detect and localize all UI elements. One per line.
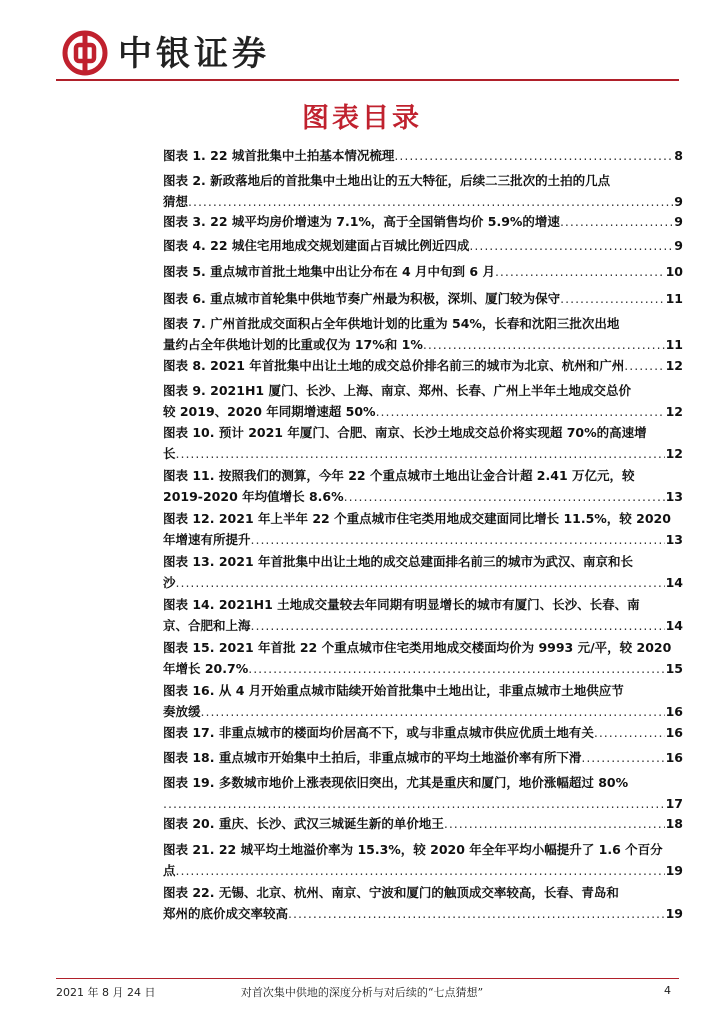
toc-entry-text: 图表 19. 多数城市地价上涨表现依旧突出，尤其是重庆和厦门，地价涨幅超过 80%: [163, 775, 629, 790]
brand-name: 中银证券: [118, 34, 270, 74]
footer-divider: [56, 978, 679, 979]
toc-page-number: 9: [674, 194, 683, 209]
dot-leader: [248, 658, 664, 679]
dot-leader: [444, 813, 665, 834]
toc-entry-text: 图表 13. 2021 年首批集中出让土地的成交总建面排名前三的城市为武汉、南京和长: [163, 554, 633, 569]
toc-entry[interactable]: [163, 313, 683, 355]
toc-entry-line: [163, 508, 683, 529]
page-header: [0, 0, 724, 84]
toc-entry[interactable]: [163, 813, 683, 834]
dot-leader: [163, 793, 665, 814]
toc-page-number: 11: [665, 337, 683, 352]
dot-leader: [560, 288, 664, 309]
toc-entry-text: 沙: [163, 575, 176, 590]
toc-page-number: 12: [665, 446, 683, 461]
dot-leader: [581, 747, 664, 768]
toc-entry-line: [163, 465, 683, 486]
toc-page-number: 13: [665, 532, 683, 547]
toc-entry[interactable]: [163, 422, 683, 464]
dot-leader: [624, 355, 664, 376]
toc-entry-line: [163, 701, 683, 722]
toc-page-number: 16: [665, 750, 683, 765]
toc-entry-line: [163, 572, 683, 593]
toc-entry-text: 图表 14. 2021H1 土地成交量较去年同期有明显增长的城市有厦门、长沙、长春、南: [163, 597, 640, 612]
toc-entry-line: [163, 145, 683, 166]
toc-entry[interactable]: [163, 637, 683, 679]
toc-entry[interactable]: [163, 839, 683, 881]
toc-entry-line: [163, 288, 683, 309]
toc-entry[interactable]: [163, 261, 683, 282]
toc-entry-line: [163, 637, 683, 658]
dot-leader: [495, 261, 665, 282]
toc-entry-text: 图表 1. 22 城首批集中土拍基本情况梳理: [163, 148, 395, 163]
toc-page-number: 12: [665, 404, 683, 419]
toc-entry-line: [163, 903, 683, 924]
toc-entry-text: 图表 5. 重点城市首批土地集中出让分布在 4 月中旬到 6 月: [163, 264, 495, 279]
toc-entry-text: 图表 10. 预计 2021 年厦门、合肥、南京、长沙土地成交总价将实现超 70%的高速增: [163, 425, 647, 440]
toc-entry[interactable]: [163, 882, 683, 924]
toc-page-number: 18: [665, 816, 683, 831]
toc-entry-text: 量约占全年供地计划的比重或仅为 17%和 1%: [163, 337, 423, 352]
toc-entry-text: 图表 8. 2021 年首批集中出让土地的成交总价排名前三的城市为北京、杭州和广州: [163, 358, 625, 373]
toc-page-number: 11: [665, 291, 683, 306]
toc-page-number: 19: [665, 863, 683, 878]
dot-leader: [251, 615, 665, 636]
toc-page-number: 17: [665, 796, 683, 811]
dot-leader: [288, 903, 665, 924]
toc-entry-text: 图表 7. 广州首批成交面积占全年供地计划的比重为 54%，长春和沈阳三批次出地: [163, 316, 620, 331]
dot-leader: [560, 211, 673, 232]
toc-page-number: 10: [665, 264, 683, 279]
toc-entry[interactable]: [163, 355, 683, 376]
toc-entry-text: 图表 6. 重点城市首轮集中供地节奏广州最为积极，深圳、厦门较为保守: [163, 291, 561, 306]
toc-entry[interactable]: [163, 235, 683, 256]
toc-entry-line: [163, 191, 683, 212]
dot-leader: [469, 235, 673, 256]
toc-entry-text: 图表 12. 2021 年上半年 22 个重点城市住宅类用地成交建面同比增长 11.5%，较 2020: [163, 511, 671, 526]
toc-entry-text: 年增长 20.7%: [163, 661, 249, 676]
toc-entry-line: [163, 658, 683, 679]
toc-entry-line: [163, 747, 683, 768]
toc-entry-text: 图表 11. 按照我们的测算，今年 22 个重点城市土地出让金合计超 2.41 万亿元，较: [163, 468, 635, 483]
toc-entry-line: [163, 551, 683, 572]
toc-entry[interactable]: [163, 772, 683, 814]
toc-page-number: 19: [665, 906, 683, 921]
toc-entry-line: [163, 594, 683, 615]
toc-entry-line: [163, 529, 683, 550]
page-number: 4: [664, 984, 671, 997]
toc-page-number: 14: [665, 618, 683, 633]
dot-leader: [176, 860, 665, 881]
toc-entry-text: 图表 22. 无锡、北京、杭州、南京、宁波和厦门的触顶成交率较高，长春、青岛和: [163, 885, 619, 900]
report-title: 对首次集中供地的深度分析与对后续的“七点猜想”: [240, 986, 484, 999]
toc-entry-line: [163, 772, 683, 793]
toc-entry-line: [163, 722, 683, 743]
toc-entry-text: 图表 3. 22 城平均房价增速为 7.1%，高于全国销售均价 5.9%的增速: [163, 214, 560, 229]
dot-leader: [176, 443, 665, 464]
bank-of-china-logo-icon: [62, 30, 108, 76]
toc-entry[interactable]: [163, 508, 683, 550]
toc-entry-line: [163, 793, 683, 814]
toc-page-number: 12: [665, 358, 683, 373]
toc-entry[interactable]: [163, 288, 683, 309]
toc-entry-line: [163, 422, 683, 443]
toc-page-number: 13: [665, 489, 683, 504]
toc-entry[interactable]: [163, 380, 683, 422]
toc-entry-text: 图表 18. 重点城市开始集中土拍后，非重点城市的平均土地溢价率有所下滑: [163, 750, 582, 765]
toc-entry-text: 图表 4. 22 城住宅用地成交规划建面占百城比例近四成: [163, 238, 470, 253]
toc-entry-text: 图表 16. 从 4 月开始重点城市陆续开始首批集中土地出让，非重点城市土地供应节: [163, 683, 624, 698]
toc-page-number: 9: [674, 238, 683, 253]
toc-entry-text: 图表 15. 2021 年首批 22 个重点城市住宅类用地成交楼面均价为 9993 元/平，较 2020: [163, 640, 672, 655]
page-title: 图表目录: [302, 103, 422, 134]
toc-entry-line: [163, 401, 683, 422]
toc-entry[interactable]: [163, 722, 683, 743]
toc-page-number: 8: [674, 148, 683, 163]
dot-leader: [201, 701, 665, 722]
dot-leader: [376, 401, 665, 422]
report-date: 2021 年 8 月 24 日: [56, 986, 156, 999]
toc-entry-text: 图表 9. 2021H1 厦门、长沙、上海、南京、郑州、长春、广州上半年土地成交总价: [163, 383, 631, 398]
toc-entry-text: 猜想: [163, 194, 189, 209]
toc-entry[interactable]: [163, 211, 683, 232]
toc-page-number: 16: [665, 704, 683, 719]
dot-leader: [394, 145, 673, 166]
toc-page-number: 16: [665, 725, 683, 740]
toc-entry[interactable]: [163, 465, 683, 507]
toc-entry-line: [163, 882, 683, 903]
toc-entry-line: [163, 261, 683, 282]
toc-entry-line: [163, 680, 683, 701]
header-divider: [56, 79, 679, 81]
toc-entry-text: 较 2019、2020 年同期增速超 50%: [163, 404, 376, 419]
toc-entry[interactable]: [163, 747, 683, 768]
toc-entry-line: [163, 235, 683, 256]
dot-leader: [344, 486, 665, 507]
toc-entry-text: 年增速有所提升: [163, 532, 251, 547]
toc-entry-text: 图表 21. 22 城平均土地溢价率为 15.3%，较 2020 年全年平均小幅提升了 1.6 个百分: [163, 842, 663, 857]
toc-entry-line: [163, 380, 683, 401]
toc-entry-text: 图表 17. 非重点城市的楼面均价居高不下，或与非重点城市供应优质土地有关: [163, 725, 594, 740]
dot-leader: [251, 529, 665, 550]
toc-page-number: 14: [665, 575, 683, 590]
toc-entry-text: 郑州的底价成交率较高: [163, 906, 289, 921]
toc-entry-text: 2019-2020 年均值增长 8.6%: [163, 489, 344, 504]
dot-leader: [176, 572, 665, 593]
toc-entry[interactable]: [163, 170, 683, 212]
toc-entry-text: 点: [163, 863, 176, 878]
toc-entry-line: [163, 839, 683, 860]
toc-entry-line: [163, 355, 683, 376]
dot-leader: [188, 191, 673, 212]
toc-entry-text: 奏放缓: [163, 704, 201, 719]
toc-entry-line: [163, 334, 683, 355]
toc-entry[interactable]: [163, 594, 683, 636]
toc-entry-text: 图表 2. 新政落地后的首批集中土地出让的五大特征，后续二三批次的土拍的几点: [163, 173, 611, 188]
toc-entry-line: [163, 860, 683, 881]
toc-entry[interactable]: [163, 551, 683, 593]
toc-page-number: 9: [674, 214, 683, 229]
toc-entry-line: [163, 615, 683, 636]
toc-entry[interactable]: [163, 680, 683, 722]
toc-entry-line: [163, 443, 683, 464]
dot-leader: [594, 722, 665, 743]
toc-entry-line: [163, 170, 683, 191]
toc-entry-line: [163, 211, 683, 232]
toc-entry-text: 京、合肥和上海: [163, 618, 251, 633]
toc-entry-line: [163, 313, 683, 334]
toc-entry-line: [163, 813, 683, 834]
toc-entry[interactable]: [163, 145, 683, 166]
toc-entry-line: [163, 486, 683, 507]
toc-entry-text: 长: [163, 446, 176, 461]
toc-page-number: 15: [665, 661, 683, 676]
dot-leader: [423, 334, 665, 355]
toc-entry-text: 图表 20. 重庆、长沙、武汉三城诞生新的单价地王: [163, 816, 444, 831]
